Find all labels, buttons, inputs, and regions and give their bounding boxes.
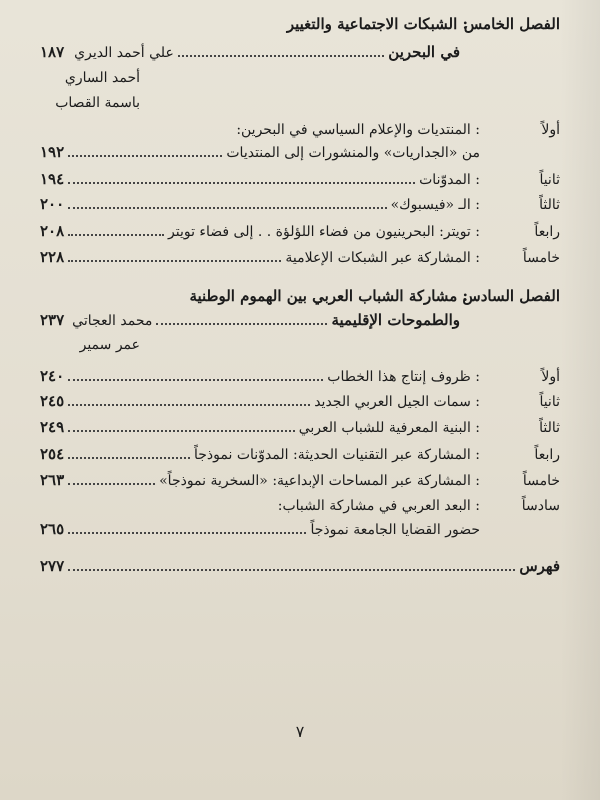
toc-entry[interactable] (40, 471, 560, 489)
leader-dots (68, 403, 310, 406)
section-label: ثالثاً (539, 420, 560, 436)
page-number: ١٨٧ (40, 43, 65, 61)
section-title: : سمات الجيل العربي الجديد (314, 394, 480, 410)
toc-entry[interactable] (40, 418, 560, 436)
chapter-label: الفصل الخامس (463, 15, 560, 33)
page-number: ٢٦٣ (40, 471, 65, 489)
section-title: : تويتر: البحرينيون من فضاء اللؤلؤة . . إلى فضاء تويتر (168, 224, 480, 240)
page-number: ٢٥٤ (40, 445, 65, 463)
author-name: أحمد الساري (64, 70, 140, 86)
page-number: ٢٣٧ (40, 311, 65, 329)
leader-dots (68, 233, 164, 236)
section-label: رابعاً (534, 224, 560, 240)
section-label: أولاً (541, 122, 560, 138)
toc-entry[interactable] (40, 195, 560, 213)
leader-dots (68, 456, 190, 459)
chapter6-title-line2 (40, 311, 560, 329)
section-label: أولاً (541, 369, 560, 385)
page-number: ٢٧٧ (40, 557, 65, 575)
leader-dots (178, 54, 384, 57)
leader-dots (156, 322, 327, 325)
toc-entry-index[interactable] (40, 557, 560, 575)
leader-dots (68, 181, 415, 184)
page-number: ٢٦٥ (40, 520, 65, 538)
index-label: فهرس (519, 557, 560, 575)
chapter-title: : مشاركة الشباب العربي بين الهموم الوطنية (189, 287, 468, 305)
leader-dots (68, 154, 222, 157)
leader-dots (68, 259, 281, 262)
page-number: ٢٤٥ (40, 392, 65, 410)
section-title: : ظروف إنتاج هذا الخطاب (327, 369, 480, 385)
leader-dots (68, 531, 306, 534)
page-number: ٢٠٨ (40, 222, 65, 240)
section-title: : المدوّنات (419, 172, 480, 188)
chapter-title: : الشبكات الاجتماعية والتغيير (286, 15, 468, 33)
page-number: ١٩٤ (40, 170, 65, 188)
section-label: سادساً (521, 498, 560, 514)
toc-entry[interactable] (40, 222, 560, 240)
leader-dots (68, 378, 323, 381)
section-label: ثالثاً (539, 197, 560, 213)
section-label: خامساً (522, 473, 560, 489)
page-number: ١٩٢ (40, 143, 65, 161)
toc-entry-cont[interactable] (40, 520, 560, 538)
section-title: : المشاركة عبر الشبكات الإعلامية (285, 250, 480, 266)
section-title: : المشاركة عبر المساحات الإبداعية: «السخرية نموذجاً» (159, 473, 480, 489)
toc-entry[interactable] (40, 122, 560, 138)
section-label: رابعاً (534, 447, 560, 463)
chapter5-title-line2 (40, 43, 560, 61)
toc-entry[interactable] (40, 498, 560, 514)
section-title-cont: حضور القضايا الجامعة نموذجاً (310, 522, 480, 538)
page-footer-number: ٧ (295, 722, 305, 741)
section-title: : المنتديات والإعلام السياسي في البحرين: (236, 122, 480, 138)
author-name: عمر سمير (79, 337, 140, 353)
leader-dots (68, 568, 515, 571)
section-title-cont: من «الجداريات» والمنشورات إلى المنتديات (226, 145, 480, 161)
leader-dots (68, 429, 295, 432)
chapter-title-cont: والطموحات الإقليمية (331, 311, 460, 329)
toc-entry[interactable] (40, 170, 560, 188)
author-name: علي أحمد الديري (74, 45, 174, 61)
chapter-label: الفصل السادس (462, 287, 560, 305)
section-title: : المشاركة عبر التقنيات الحديثة: المدوّنات نموذجاً (194, 447, 480, 463)
section-title: : البنية المعرفية للشباب العربي (298, 420, 480, 436)
page-number: ٢٤٩ (40, 418, 65, 436)
leader-dots (68, 206, 386, 209)
toc-entry[interactable] (40, 445, 560, 463)
chapter-title-cont: في البحرين (388, 43, 460, 61)
leader-dots (68, 482, 155, 485)
toc-entry-cont[interactable] (40, 143, 560, 161)
section-label: ثانياً (539, 394, 560, 410)
author-name: محمد العجاتي (72, 313, 153, 329)
section-label: ثانياً (539, 172, 560, 188)
toc-entry[interactable] (40, 248, 560, 266)
page-number: ٢٢٨ (40, 248, 65, 266)
author-name: باسمة القصاب (55, 95, 140, 111)
section-label: خامساً (522, 250, 560, 266)
toc-entry[interactable] (40, 392, 560, 410)
page-number: ٢٤٠ (40, 367, 65, 385)
section-title: : الـ «فيسبوك» (390, 197, 480, 213)
chapter6-heading (40, 287, 560, 305)
chapter5-heading (40, 15, 560, 33)
author-line (40, 70, 560, 86)
author-line (40, 337, 560, 353)
toc-entry[interactable] (40, 367, 560, 385)
author-line (40, 95, 560, 111)
section-title: : البعد العربي في مشاركة الشباب: (277, 498, 480, 514)
page-number: ٢٠٠ (40, 195, 65, 213)
